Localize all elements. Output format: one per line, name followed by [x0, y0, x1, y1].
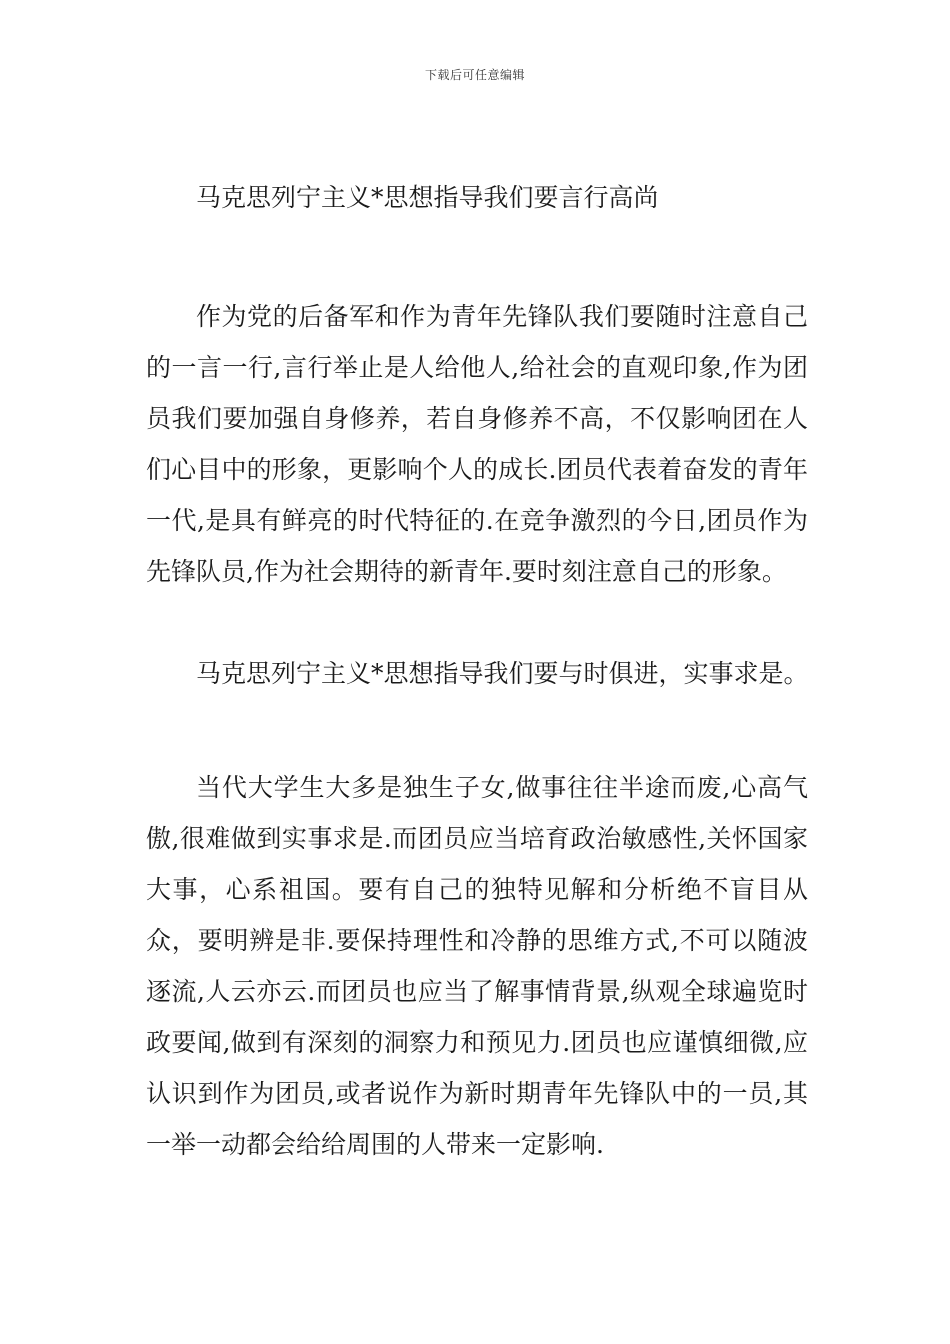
header-note: 下载后可任意编辑: [424, 68, 525, 82]
document-body: [146, 178, 808, 1170]
spacer: [146, 694, 808, 762]
spacer: [146, 218, 808, 291]
section-heading-2: 马克思列宁主义*思想指导我们要与时俱进，实事求是。: [196, 659, 809, 688]
section-heading-1: 马克思列宁主义*思想指导我们要言行高尚: [196, 183, 659, 212]
spacer: [146, 597, 808, 654]
paragraph-2: 当代大学生大多是独生子女,做事往往半途而废,心高气傲,很难做到实事求是.而团员应当培育政治敏感性,关怀国家大事，心系祖国。要有自己的独特见解和分析绝不盲目从众，要明辨是非.要保持理性和冷静的思维方式,不可以随波逐流,人云亦云.而团员也应当了解事情背景,纵观全球遍览时政要闻,做到有深刻的洞察力和预见力.团员也应谨慎细微,应认识到作为团员,或者说作为新时期青年先锋队中的一员,其一举一动都会给给周围的人带来一定影响.: [146, 773, 808, 1159]
paragraph-1: 作为党的后备军和作为青年先锋队我们要随时注意自己的一言一行,言行举止是人给他人,给社会的直观印象,作为团员我们要加强自身修养，若自身修养不高，不仅影响团在人们心目中的形象，更影响个人的成长.团员代表着奋发的青年一代,是具有鲜亮的时代特征的.在竞争激烈的今日,团员作为先锋队员,作为社会期待的新青年.要时刻注意自己的形象。: [146, 302, 808, 586]
